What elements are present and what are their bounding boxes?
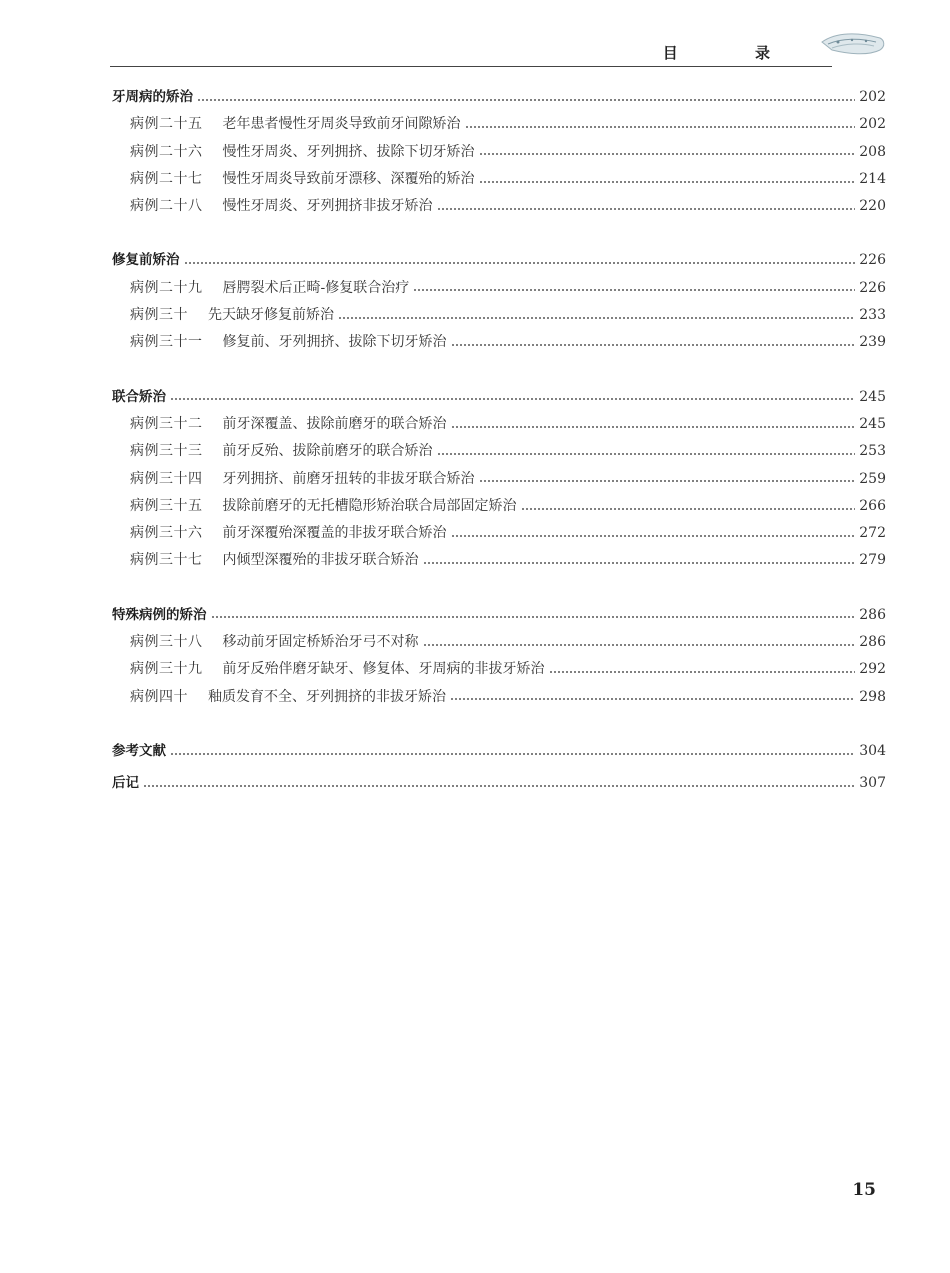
case-number: 病例三十一: [130, 334, 203, 351]
toc-entry[interactable]: [112, 656, 886, 683]
page-number: 208: [859, 143, 886, 160]
dot-leader: [413, 289, 855, 291]
toc-entry[interactable]: [112, 438, 886, 465]
case-number: 病例三十三: [130, 443, 203, 460]
case-number: 病例二十九: [130, 279, 203, 296]
page-number: 202: [859, 116, 886, 133]
dot-leader: [479, 480, 856, 482]
case-number: 病例三十六: [130, 525, 203, 542]
toc-entry[interactable]: [112, 329, 886, 356]
section-title: 特殊病例的矫治: [112, 606, 207, 623]
case-number: 病例三十九: [130, 661, 203, 678]
case-number: 病例三十八: [130, 634, 203, 651]
case-title: 唇腭裂术后正畸-修复联合治疗: [222, 279, 410, 296]
toc-entry[interactable]: [112, 684, 886, 711]
section-heading[interactable]: [112, 602, 886, 629]
table-of-contents: [112, 84, 886, 802]
case-title: 前牙深覆盖、拔除前磨牙的联合矫治: [222, 415, 447, 432]
case-title: 内倾型深覆殆的非拔牙联合矫治: [222, 552, 419, 569]
case-number: 病例二十六: [130, 143, 203, 160]
case-title: 移动前牙固定桥矫治牙弓不对称: [222, 634, 419, 651]
dot-leader: [184, 262, 856, 264]
page-number: 239: [859, 334, 886, 351]
page-header: [110, 36, 832, 67]
toc-entry[interactable]: [112, 193, 886, 220]
toc-entry[interactable]: [112, 520, 886, 547]
toc-entry[interactable]: [112, 493, 886, 520]
case-number: 病例三十五: [130, 497, 203, 514]
dot-leader: [143, 785, 855, 787]
case-title: 慢性牙周炎导致前牙漂移、深覆殆的矫治: [222, 170, 475, 187]
toc-entry[interactable]: [112, 629, 886, 656]
toc-entry[interactable]: [112, 547, 886, 574]
toc-entry[interactable]: [112, 166, 886, 193]
section-title: 联合矫治: [112, 388, 166, 405]
section-heading-afterword[interactable]: [112, 770, 886, 797]
section-title: 修复前矫治: [112, 252, 180, 269]
section-title: 参考文献: [112, 742, 166, 759]
page-number: 292: [859, 661, 886, 678]
page-number: 233: [859, 307, 886, 324]
case-number: 病例三十四: [130, 470, 203, 487]
case-title: 拔除前磨牙的无托槽隐形矫治联合局部固定矫治: [222, 497, 517, 514]
case-number: 病例二十五: [130, 116, 203, 133]
case-title: 慢性牙周炎、牙列拥挤、拔除下切牙矫治: [222, 143, 475, 160]
header-title: 目 录: [662, 44, 806, 62]
toc-section-periodontal: [112, 84, 886, 220]
page-number: 226: [859, 279, 886, 296]
page-number: 245: [859, 415, 886, 432]
case-title: 牙列拥挤、前磨牙扭转的非拔牙联合矫治: [222, 470, 475, 487]
footer-page-number: 15: [852, 1180, 876, 1200]
case-title: 修复前、牙列拥挤、拔除下切牙矫治: [222, 334, 447, 351]
dot-leader: [465, 126, 856, 128]
toc-section-pre-restorative: [112, 247, 886, 356]
case-title: 前牙反殆、拔除前磨牙的联合矫治: [222, 443, 433, 460]
section-heading[interactable]: [112, 738, 886, 765]
page-number: 279: [859, 552, 886, 569]
page-number: 259: [859, 470, 886, 487]
dot-leader: [423, 644, 856, 646]
toc-entry[interactable]: [112, 466, 886, 493]
toc-entry[interactable]: [112, 111, 886, 138]
dot-leader: [521, 508, 856, 510]
dot-leader: [479, 153, 856, 155]
case-number: 病例三十七: [130, 552, 203, 569]
dot-leader: [423, 562, 856, 564]
dot-leader: [451, 426, 856, 428]
case-title: 老年患者慢性牙周炎导致前牙间隙矫治: [222, 116, 461, 133]
toc-entry[interactable]: [112, 302, 886, 329]
dot-leader: [451, 535, 856, 537]
dot-leader: [197, 99, 855, 101]
toc-entry[interactable]: [112, 411, 886, 438]
page-number: 286: [859, 606, 886, 623]
header-ornament-icon: [818, 28, 890, 64]
case-title: 先天缺牙修复前矫治: [208, 307, 334, 324]
dot-leader: [211, 616, 856, 618]
case-number: 病例二十七: [130, 170, 203, 187]
page-number: 253: [859, 443, 886, 460]
page-number: 286: [859, 634, 886, 651]
toc-section-special-cases: [112, 602, 886, 711]
case-number: 病例四十: [130, 688, 188, 705]
page-number: 307: [859, 775, 886, 792]
toc-section-combined: [112, 384, 886, 575]
case-title: 慢性牙周炎、牙列拥挤非拔牙矫治: [222, 198, 433, 215]
toc-entry[interactable]: [112, 139, 886, 166]
dot-leader: [451, 344, 856, 346]
case-number: 病例三十: [130, 307, 188, 324]
dot-leader: [437, 453, 856, 455]
section-title: 后记: [112, 775, 139, 792]
dot-leader: [338, 317, 855, 319]
section-heading[interactable]: [112, 384, 886, 411]
section-heading[interactable]: [112, 247, 886, 274]
dot-leader: [170, 398, 855, 400]
case-number: 病例二十八: [130, 198, 203, 215]
page-number: 245: [859, 388, 886, 405]
toc-entry[interactable]: [112, 275, 886, 302]
page-number: 266: [859, 497, 886, 514]
dot-leader: [479, 181, 856, 183]
page-number: 272: [859, 525, 886, 542]
case-title: 前牙反殆伴磨牙缺牙、修复体、牙周病的非拔牙矫治: [222, 661, 545, 678]
section-heading[interactable]: [112, 84, 886, 111]
page-number: 304: [859, 742, 886, 759]
dot-leader: [450, 698, 855, 700]
dot-leader: [437, 208, 856, 210]
dot-leader: [549, 671, 856, 673]
page-number: 220: [859, 198, 886, 215]
case-title: 釉质发育不全、牙列拥挤的非拔牙矫治: [208, 688, 446, 705]
case-title: 前牙深覆殆深覆盖的非拔牙联合矫治: [222, 525, 447, 542]
page-number: 214: [859, 170, 886, 187]
case-number: 病例三十二: [130, 415, 203, 432]
toc-section-references: [112, 738, 886, 798]
page-number: 202: [859, 89, 886, 105]
page-number: 226: [859, 252, 886, 269]
dot-leader: [170, 753, 855, 755]
section-title: 牙周病的矫治: [112, 89, 193, 105]
page-number: 298: [859, 688, 886, 705]
